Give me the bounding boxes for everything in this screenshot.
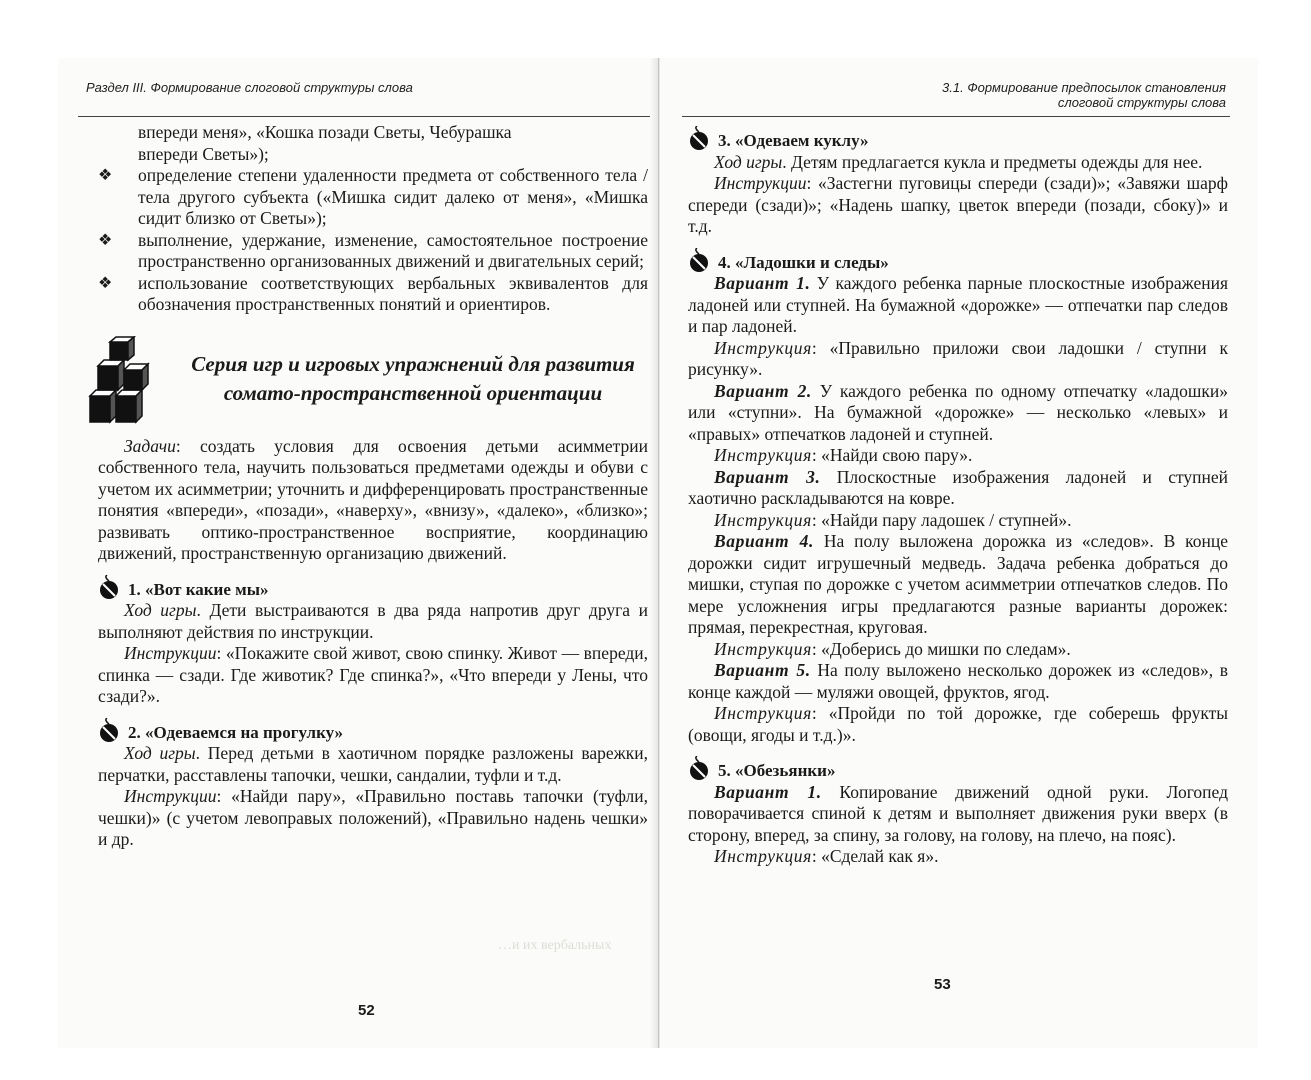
diamond-bullet-icon: ❖ — [98, 231, 113, 249]
continuation-line: впереди Светы»); — [138, 143, 269, 164]
page-number: 52 — [358, 1002, 375, 1019]
list-item: ❖ определение степени удаленности предмета от собственного тела / тела другого субъекта («Мишка сидит далеко от меня», «Мишка сидит близко от Светы»); — [98, 165, 648, 228]
instruction-paragraph: Инструкция: «Сделай как я». — [714, 846, 939, 866]
right-page-content — [688, 130, 1228, 868]
ball-icon — [688, 248, 710, 274]
header-rule — [78, 116, 650, 117]
series-title: Серия игр и игровых упражнений для развития сомато-пространственной ориентации — [191, 351, 635, 405]
game-heading: 3. «Одеваем куклу» — [688, 130, 1228, 152]
game-description: Ход игры. Перед детьми в хаотичном порядке разложены варежки, перчатки, расставлены тапочки, чешки, сандалии, туфли и т.д. — [98, 743, 648, 785]
instruction-paragraph: Инструкция: «Пройди по той дорожке, где соберешь фрукты (овощи, ягоды и т.д.)». — [688, 703, 1228, 745]
list-item: ❖ использование соответствующих вербальных эквивалентов для обозначения пространственных понятий и ориентиров. — [98, 272, 648, 314]
stacked-cubes-icon — [88, 336, 158, 426]
variant-paragraph: Вариант 4. На полу выложена дорожка из «следов». В конце дорожки сидит игрушечный медведь. Задача ребенка добраться до мишки, ступая по дорожке с учетом асимметрии отпечатков следов. По мере усложнения игры предлагаются разные варианты дорожек: прямая, перекрестная, круговая. — [688, 531, 1228, 637]
game-description: Ход игры. Детям предлагается кукла и предметы одежды для нее. — [714, 151, 1203, 172]
ball-icon — [98, 718, 120, 744]
diamond-bullet-icon: ❖ — [98, 274, 113, 292]
game-heading: 2. «Одеваемся на прогулку» — [98, 722, 648, 744]
instruction-paragraph: Инструкция: «Доберись до мишки по следам». — [714, 638, 1071, 659]
variant-paragraph: Вариант 1. Копирование движений одной руки. Логопед поворачивается спиной к детям и выполняет движения руки вверх (в сторону, вперед, за спину, за голову, на голову, на плечо, на пояс). — [688, 781, 1228, 845]
game-instruction: Инструкции: «Найди пару», «Правильно поставь тапочки (туфли, чешки)» (с учетом левоправых положений), «Правильно надень чешки» и др. — [98, 786, 648, 849]
continuation-line: впереди меня», «Кошка позади Светы, Чебурашка — [138, 122, 512, 142]
variant-paragraph: Вариант 3. Плоскостные изображения ладоней и ступней хаотично раскладываются на ковре. — [688, 466, 1229, 508]
tasks-paragraph: Задачи: создать условия для освоения детьми асимметрии собственного тела, научить пользоваться предметами одежды и обуви с учетом их асимметрии; уточнить и дифференцировать пространственные понятия «впереди», «позади», «наверху», «внизу», «далеко», «близко»; развивать оптико-пространственное восприятие, координацию движений, пространственную организацию движений. — [98, 435, 648, 563]
variant-paragraph: Вариант 2. У каждого ребенка по одному отпечатку «ладошки» или «ступни». На бумажной «дорожке» — несколько «левых» и «правых» отпечатков ладоней и ступней. — [688, 380, 1228, 444]
list-item: ❖ выполнение, удержание, изменение, самостоятельное построение пространственно организованных движений и двигательных серий; — [98, 229, 648, 271]
bullet-list — [98, 165, 648, 316]
series-heading — [98, 336, 648, 426]
diamond-bullet-icon: ❖ — [98, 167, 113, 184]
instruction-paragraph: Инструкция: «Правильно приложи свои ладошки / ступни к рисунку». — [688, 337, 1228, 379]
header-rule — [682, 116, 1230, 117]
ball-icon — [688, 756, 710, 782]
game-description: Ход игры. Дети выстраиваются в два ряда напротив друг друга и выполняют действия по инструкции. — [98, 600, 648, 642]
ball-icon — [688, 126, 710, 152]
variant-paragraph: Вариант 5. На полу выложено несколько дорожек из «следов», в конце каждой — муляжи овощей, фруктов, ягод. — [688, 660, 1228, 702]
game-heading: 1. «Вот какие мы» — [98, 579, 648, 601]
running-head-right: 3.1. Формирование предпосылок становления слоговой структуры слова — [942, 80, 1226, 110]
game-heading: 4. «Ладошки и следы» — [688, 252, 1228, 274]
ball-icon — [98, 575, 120, 601]
running-head-left: Раздел III. Формирование слоговой структуры слова — [86, 80, 413, 95]
left-page-content — [98, 122, 648, 851]
game-instruction: Инструкции: «Покажите свой живот, свою спинку. Живот — впереди, спинка — сзади. Где животик? Где спинка?», «Что впереди у Лены, что сзади?». — [98, 643, 648, 706]
game-instruction: Инструкции: «Застегни пуговицы спереди (сзади)»; «Завяжи шарф спереди (сзади)»; «Надень шапку, цветок впереди (позади, сбоку)» и т.д. — [688, 173, 1228, 236]
game-heading: 5. «Обезьянки» — [688, 760, 1228, 782]
variant-paragraph: Вариант 1. У каждого ребенка парные плоскостные изображения ладоней или ступней. На бумажной «дорожке» — отпечатки пар следов и пар ладоней. — [688, 273, 1228, 336]
bleed-through-text: …и их вербальных — [498, 938, 612, 953]
instruction-paragraph: Инструкция: «Найди свою пару». — [714, 445, 973, 465]
instruction-paragraph: Инструкция: «Найди пару ладошек / ступней». — [714, 509, 1072, 530]
left-page — [58, 58, 659, 1048]
right-page — [660, 58, 1258, 1048]
page-number: 53 — [934, 976, 951, 993]
